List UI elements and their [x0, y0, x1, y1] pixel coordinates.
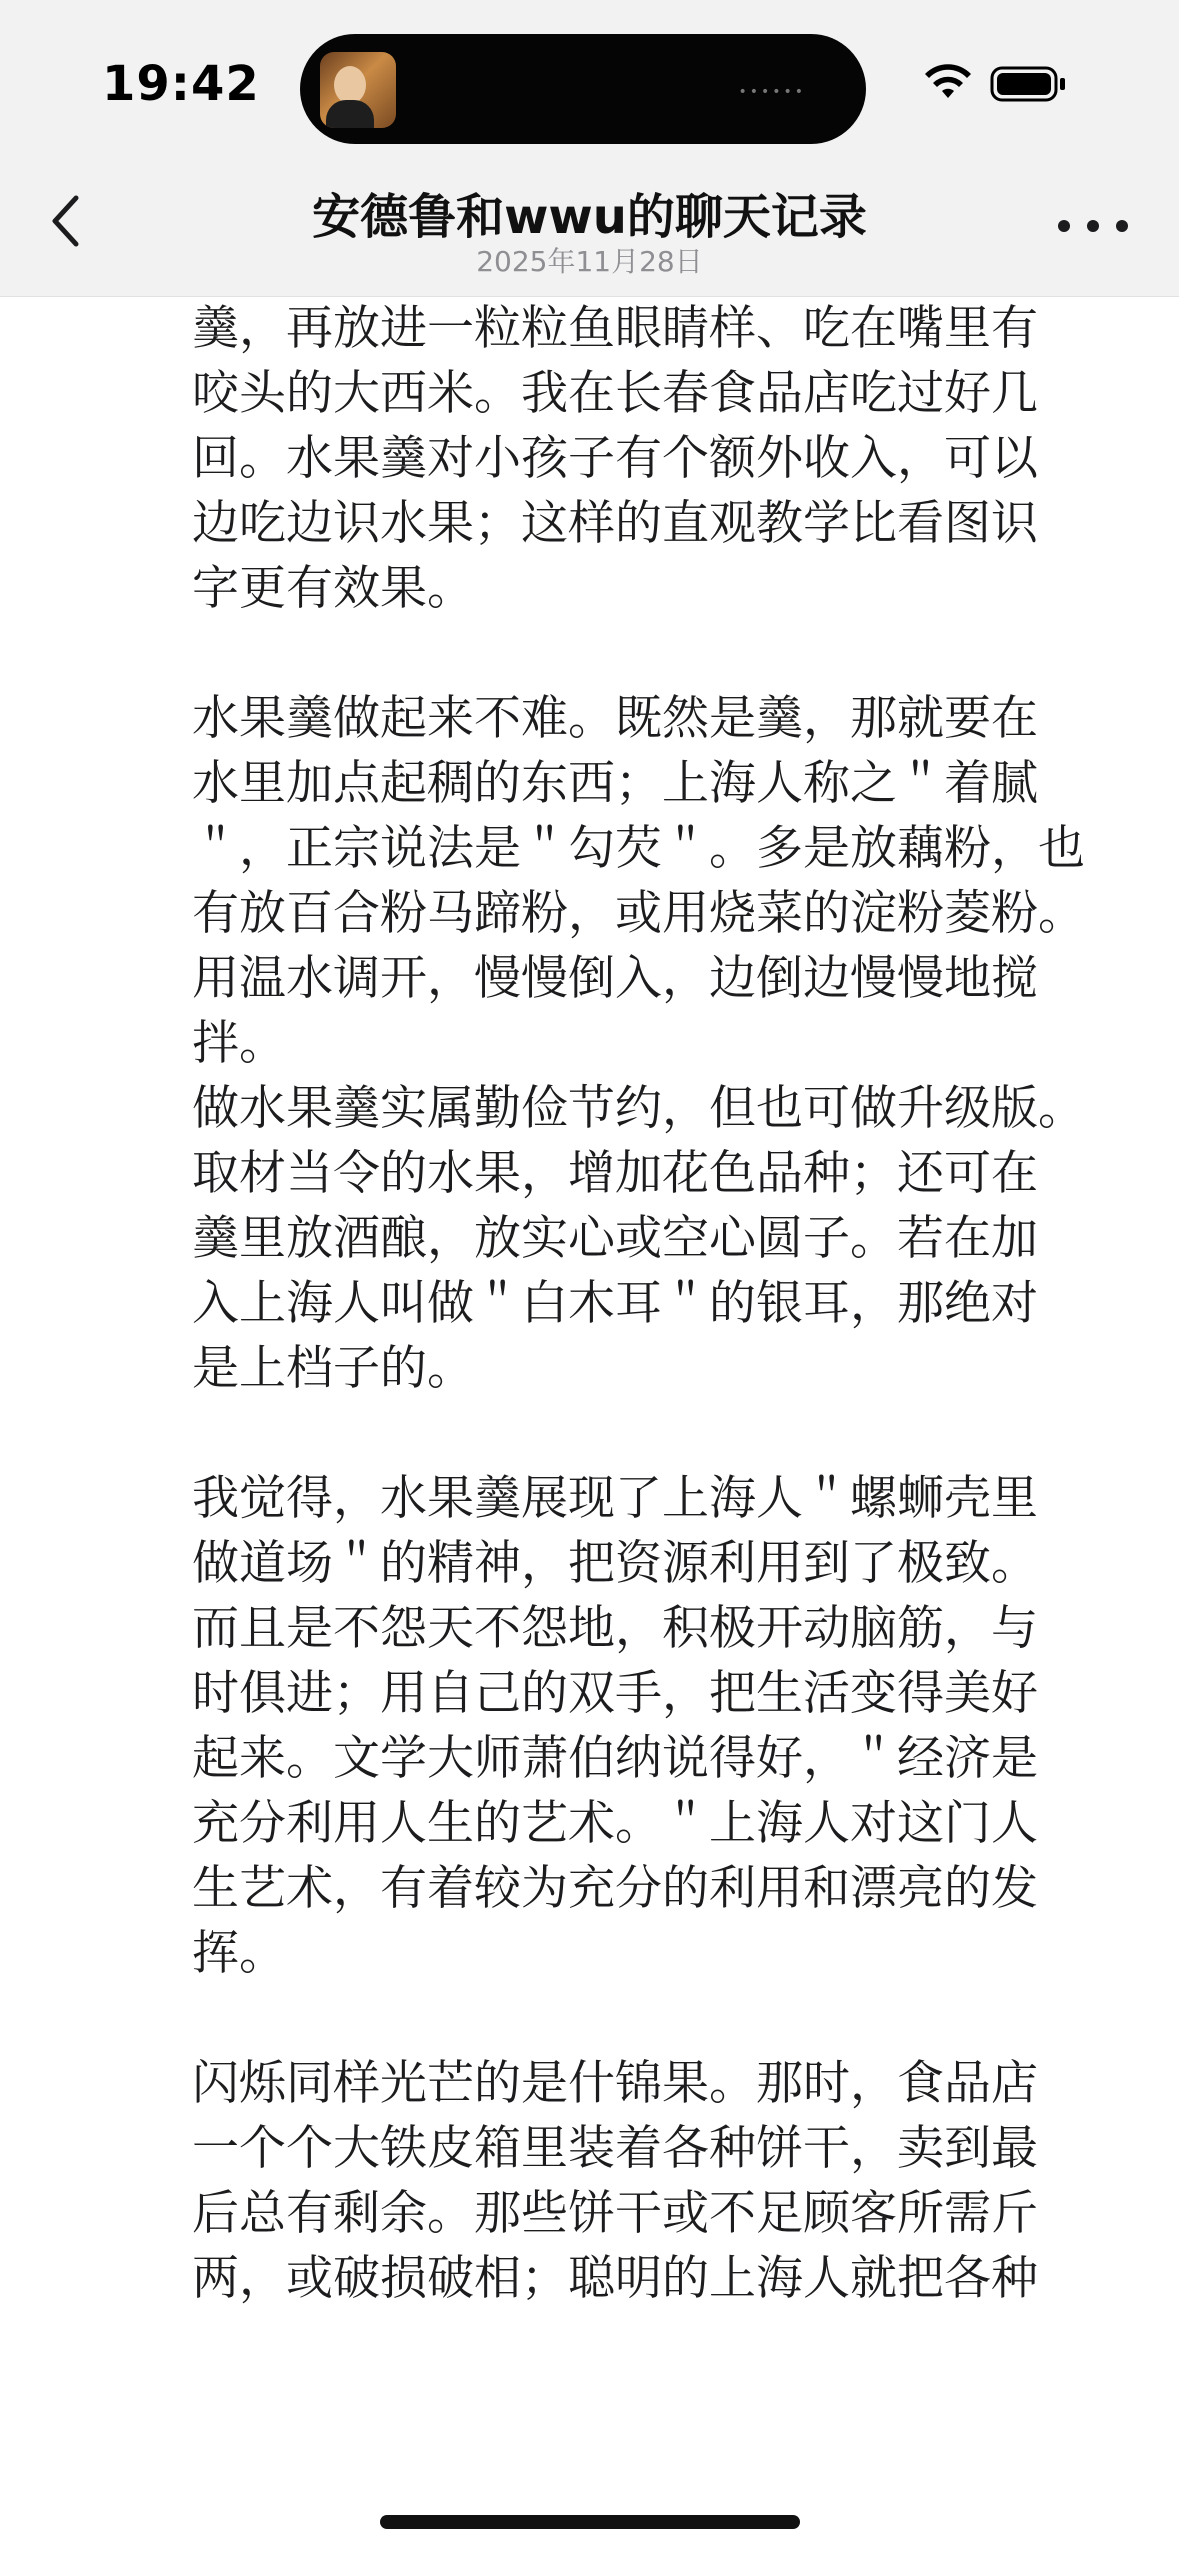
- text-line: 我觉得，水果羹展现了上海人＂螺蛳壳里: [192, 1471, 1038, 1526]
- text-line: 有放百合粉马蹄粉，或用烧菜的淀粉菱粉。: [192, 886, 1085, 941]
- text-line: 做水果羹实属勤俭节约，但也可做升级版。: [192, 1081, 1085, 1136]
- wifi-icon: [924, 64, 972, 102]
- text-line: 做道场＂的精神，把资源利用到了极致。: [192, 1536, 1038, 1591]
- text-line: 咬头的大西米。我在长春食品店吃过好几: [192, 366, 1038, 421]
- status-time: 19:42: [102, 56, 260, 112]
- text-line: 取材当令的水果，增加花色品种；还可在: [192, 1146, 1038, 1201]
- portrait-suit: [326, 100, 374, 128]
- paragraph-gap: [192, 621, 1127, 686]
- text-line: 充分利用人生的艺术。＂上海人对这门人: [192, 1796, 1038, 1851]
- text-line: 起来。文学大师萧伯纳说得好，＂经济是: [192, 1731, 1038, 1786]
- message-text-body: [192, 296, 1127, 2311]
- text-line: 拌。: [192, 1016, 286, 1071]
- dynamic-island: [300, 34, 866, 144]
- text-line: 回。水果羹对小孩子有个额外收入，可以: [192, 431, 1038, 486]
- text-line: 闪烁同样光芒的是什锦果。那时，食品店: [192, 2056, 1038, 2111]
- text-line: 挥。: [192, 1926, 286, 1981]
- more-icon: [1058, 220, 1070, 232]
- text-line: 边吃边识水果；这样的直观教学比看图识: [192, 496, 1038, 551]
- text-line: 两，或破损破相；聪明的上海人就把各种: [192, 2251, 1038, 2306]
- chat-date: 2025年11月28日: [476, 245, 703, 278]
- text-line: 时俱进；用自己的双手，把生活变得美好: [192, 1666, 1038, 1721]
- header-bar: [0, 0, 1179, 297]
- text-line: 是上档子的。: [192, 1341, 474, 1396]
- text-line: 后总有剩余。那些饼干或不足顾客所需斤: [192, 2186, 1038, 2241]
- text-line: 字更有效果。: [192, 561, 474, 616]
- more-icon-dot: [1087, 220, 1099, 232]
- text-line: 一个个大铁皮箱里装着各种饼干，卖到最: [192, 2121, 1038, 2176]
- text-line: 羹里放酒酿，放实心或空心圆子。若在加: [192, 1211, 1038, 1266]
- chevron-left-icon: [51, 195, 79, 247]
- text-line: 水果羹做起来不难。既然是羹，那就要在: [192, 691, 1038, 746]
- portrait-face: [334, 66, 366, 104]
- paragraph-gap: [192, 1986, 1127, 2051]
- paragraph-gap: [192, 1401, 1127, 1466]
- text-line: 入上海人叫做＂白木耳＂的银耳，那绝对: [192, 1276, 1038, 1331]
- text-line: 羹，再放进一粒粒鱼眼睛样、吃在嘴里有: [192, 301, 1038, 356]
- text-line: 而且是不怨天不怨地，积极开动脑筋，与: [192, 1601, 1038, 1656]
- text-line: 生艺术，有着较为充分的利用和漂亮的发: [192, 1861, 1038, 1916]
- text-line: ＂，正宗说法是＂勾芡＂。多是放藕粉，也: [192, 821, 1085, 876]
- text-line: 用温水调开，慢慢倒入，边倒边慢慢地搅: [192, 951, 1038, 1006]
- back-button[interactable]: [40, 186, 90, 256]
- audio-waveform-icon: ••••••: [738, 84, 806, 100]
- battery-icon: [990, 64, 1068, 104]
- now-playing-album-art[interactable]: [320, 52, 396, 128]
- chat-title: 安德鲁和wwu的聊天记录: [312, 189, 867, 245]
- text-line: 水里加点起稠的东西；上海人称之＂着腻: [192, 756, 1038, 811]
- more-button[interactable]: [1058, 206, 1128, 246]
- more-icon-dot: [1116, 220, 1128, 232]
- home-indicator[interactable]: [380, 2515, 800, 2529]
